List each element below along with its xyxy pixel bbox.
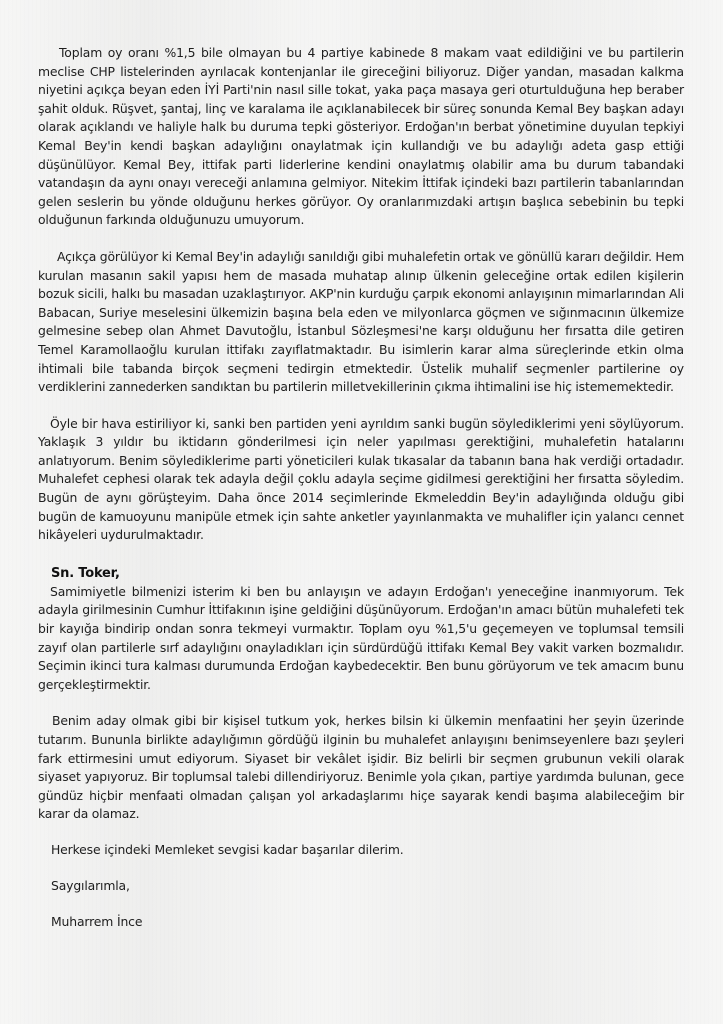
closing-wish: Herkese içindeki Memleket sevgisi kadar başarılar dilerim. bbox=[51, 841, 404, 857]
paragraph-cabinet-promises: Toplam oy oranı %1,5 bile olmayan bu 4 partiye kabinede 8 makam vaat edildiğini ve bu partilerin meclise CHP listelerinden ayrılacak kontenjanlar ile gireceğini biliyoruz. Diğer yandan, masadan kalkma niyetini açıkça beyan eden İYİ Parti'nin nasıl sille tokat, yaka paça masaya geri oturtulduğuna hep beraber şahit olduk. Rüşvet, şantaj, linç ve karalama ile açıklanabilecek bir süreç sonunda Kemal Bey başkan adayı olarak açıklandı ve haliyle halk bu duruma tepki gösteriyor. Erdoğan'ın berbat yönetimine duyulan tepkiyi Kemal Bey'in kendi başkan adaylığını onaylatmak için kullandığı ve bu adaylığı adeta gasp ettiği düşünülüyor. Kemal Bey, ittifak parti liderlerine kendini onaylatmış olabilir ama bu durum tabandaki vatandaşın da aynı onayı vereceği anlamına gelmiyor. Nitekim İttifak içindeki bazı partilerin tabanlarından gelen seslerin bu yönde olduğunu herkes görüyor. Oy oranlarımızdaki artışın başlıca sebebinin bu tepki olduğunun farkında olduğunuzu umuyorum. bbox=[38, 45, 684, 228]
paragraph-candidacy-not-consensus: Açıkça görülüyor ki Kemal Bey'in adaylığı sanıldığı gibi muhalefetin ortak ve gönüllü kararı değildir. Hem kurulan masanın sakil yapısı hem de masada muhatap alınıp ülkenin geleceğine ortak edilen kişilerin bozuk sicili, halkı bu masadan uzaklaştırıyor. AKP'nin kurduğu çarpık ekonomi anlayışının mimarlarından Ali Babacan, Suriye meselesini ülkemizin başına bela eden ve milyonlarca göçmen ve sığınmacının ülkemize gelmesine sebep olan Ahmet Davutoğlu, İstanbul Sözleşmesi'ne karşı olduğunu her fırsatta dile getiren Temel Karamollaoğlu kurulan ittifakı zayıflatmaktadır. Bu isimlerin karar alma süreçlerinde etkin olma ihtimali bile tabanda birçok seçmeni tedirgin etmektedir. Üstelik muhalif seçmenler partilerine oy verdiklerini zannederken sandıktan bu partilerin milletvekillerinin çıkma ihtimalini ise hiç istememektedir. bbox=[38, 248, 684, 395]
paragraph-single-candidate: Samimiyetle bilmenizi isterim ki ben bu anlayışın ve adayın Erdoğan'ı yeneceğine inanmıyorum. Tek adayla girilmesinin Cumhur İttifakının işine geldiğini düşünüyorum. Erdoğan'ın amacı bütün muhalefeti tek bir kayığa bindirip ondan sonra tekmeyi vurmaktır. Toplam oyu %1,5'u geçemeyen ve toplumsal temsili zayıf olan partilerle sırf adaylığını onayladıkları için sürdürdüğü ittifakı Kemal Bey vakit varken bozmalıdır. Seçimin ikinci tura kalması durumunda Erdoğan kaybedecektir. Ben bunu görüyorum ve tek amacım bunu gerçekleştirmektir. bbox=[38, 583, 684, 692]
signature: Muharrem İnce bbox=[51, 913, 143, 929]
paragraph-no-personal-ambition: Benim aday olmak gibi bir kişisel tutkum yok, herkes bilsin ki ülkemin menfaatini her şeyin üzerinde tutarım. Bununla birlikte adaylığımın gördüğü ilginin bu muhalefet anlayışını benimseyenlere bazı şeyleri fark ettirmesini umut ediyorum. Siyaset bir vekâlet işidir. Biz belirli bir seçmen grubunun vekili olarak siyaset yapıyoruz. Bir toplumsal talebi dillendiriyoruz. Benimle yola çıkan, partiye yardımda bulunan, gece gündüz hiçbir menfaati olmadan çalışan yol arkadaşlarımı hiçe sayarak kendi başıma alabileceğim bir karar da olamaz. bbox=[38, 713, 684, 822]
letter-page bbox=[38, 44, 684, 931]
closing-regards: Saygılarımla, bbox=[51, 877, 130, 893]
paragraph-long-standing-position: Öyle bir hava estiriliyor ki, sanki ben partiden yeni ayrıldım sanki bugün söylediklerimi yeni söylüyorum. Yaklaşık 3 yıldır bu iktidarın gönderilmesi için neler yapılması gerektiğini, muhalefetin hatalarını anlatıyorum. Benim söylediklerime parti yöneticileri kulak tıkasalar da tabanın bana hak verdiği ortadadır. Muhalefet cephesi olarak tek adayla değil çoklu adayla seçime gidilmesi gerektiğini her fırsatta söyledim. Bugün de aynı görüşteyim. Daha önce 2014 seçimlerinde Ekmeleddin Bey'in adaylığında olduğu gibi bugün de kamuoyunu manipüle etmek için sahte anketler yayınlanmakta ve muhalifler için yalancı cennet hikâyeleri uydurulmaktadır. bbox=[38, 415, 684, 543]
salutation-heading: Sn. Toker, bbox=[51, 565, 120, 581]
